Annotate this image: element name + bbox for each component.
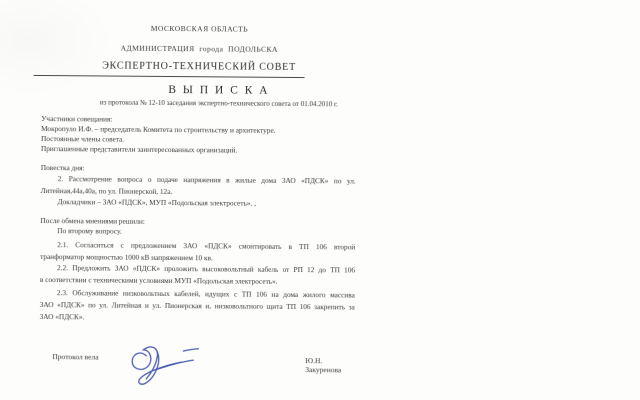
resolution-subheading: По второму вопросу. [57, 226, 122, 237]
agenda-speakers: Докладчики – ЗАО «ПДСК», МУП «Подольская электросеть». , [57, 197, 256, 208]
resolution-item-line: ЗАО «ПДСК» по ул. Литейная и ул. Пионерская и, низковольтного щита ТП 106 закрепить за [39, 299, 355, 312]
header-administration: АДМИНИСТРАЦИЯ города ПОДОЛЬСКА [120, 43, 278, 54]
header-council: ЭКСПЕРТНО-ТЕХНИЧЕСКИЙ СОВЕТ [102, 60, 297, 74]
council-underline [34, 75, 305, 78]
document-content [39, 20, 357, 400]
signature [125, 339, 207, 396]
participant-line: Мокропуло И.Ф. – председатель Комитета по строительству и архитектуре. [41, 124, 276, 135]
resolution-item-line: транформатор мощностью 1000 кВ напряжением 10 кв. [40, 251, 213, 262]
title-block [81, 84, 356, 110]
participant-line: Постоянные члены совета. [41, 133, 125, 144]
participants-heading: Участники совещания: [41, 114, 113, 124]
resolution-item-line: 2.2. Предложить ЗАО «ПДСК» проложить высоковольтный кабель от РП 12 до ТП 106 [57, 263, 356, 275]
resolution-item-line: 2.3. Обслуживание низковольтных кабелей, идущих с ТП 106 на дома жилого массива [56, 288, 355, 300]
agenda-item-line: Литейная,44а,40а, по ул. Пионерской, 12а. [40, 185, 173, 196]
resolution-heading: После обмена мнениями решили: [40, 215, 145, 226]
resolution-item-line: в соответствии с техническими условиями МУП «Подольская электросеть». [39, 274, 278, 286]
signer-name: Ю.Н. Закуренова [305, 356, 342, 375]
agenda-item-line: 2. Рассмотрение вопроса о подаче напряжения в жилые дома ЗАО «ПДСК» по ул. [57, 174, 356, 186]
resolution-item-line: 2.1. Согласиться с предложением ЗАО «ПДСК» смонтировать в ТП 106 второй [57, 240, 356, 252]
resolution-item-line: ЗАО «ПДСК». [39, 311, 85, 321]
document-title: В Ы П И С К А [168, 84, 270, 98]
protocol-kept-by-label: Протокол вела [52, 352, 99, 362]
header-region: МОСКОВСКАЯ ОБЛАСТЬ [150, 23, 249, 34]
participant-line: Приглашенные представители заинтересованных организаций. [40, 143, 238, 155]
agenda-heading: Повестка дня: [40, 163, 85, 173]
document-subtitle: из протокола № 12-10 заседания экспертно-технического совета от 01.04.2010 г. [99, 98, 338, 109]
